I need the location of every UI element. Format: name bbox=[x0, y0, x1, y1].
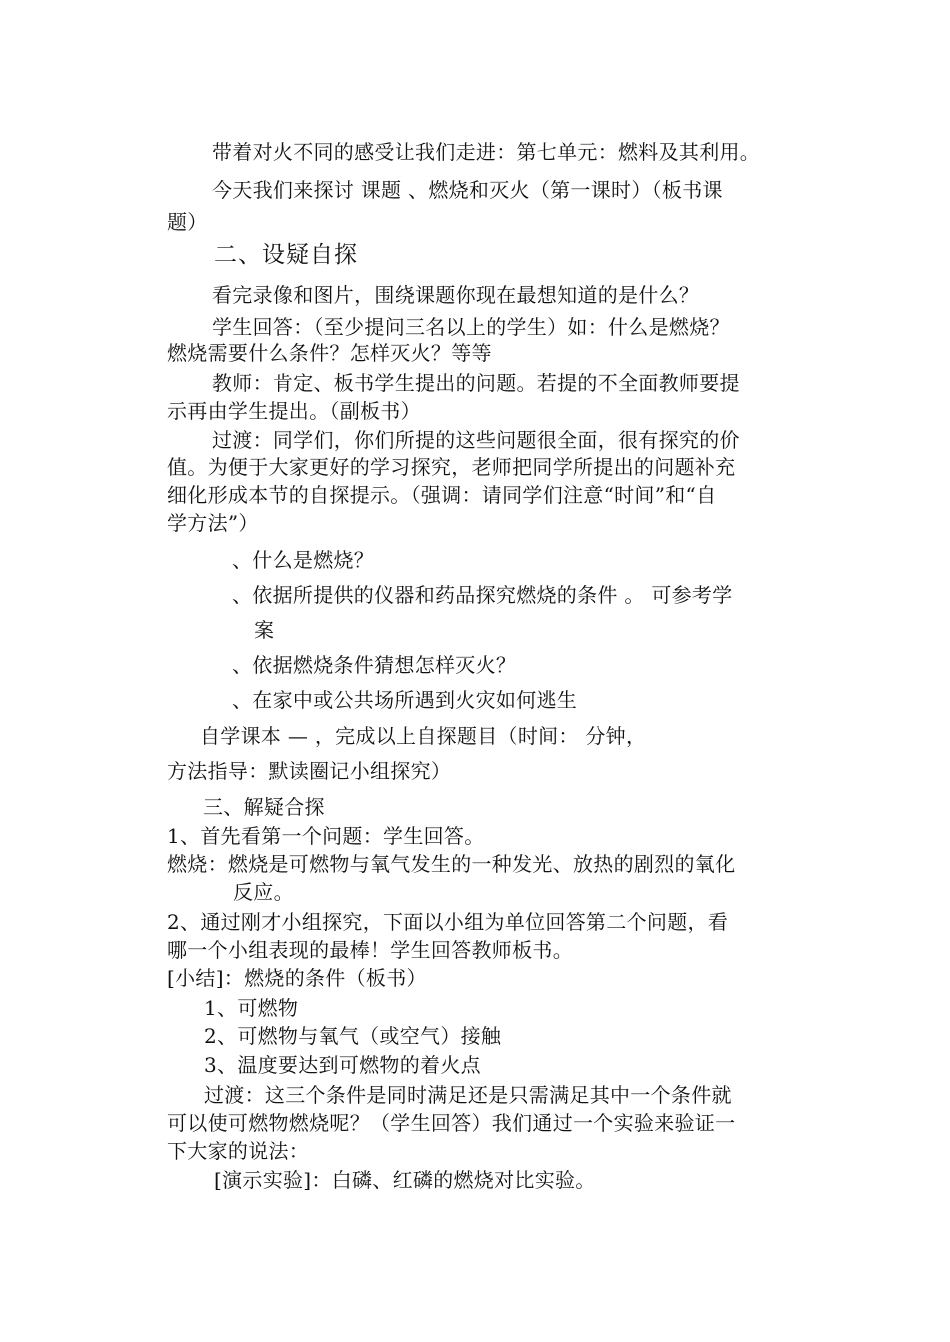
list-item: 1、可燃物 bbox=[204, 996, 299, 1020]
text-line: 自学课本 — ，完成以上自探题目（时间： 分钟， bbox=[200, 724, 647, 748]
section-heading: 三、解疑合探 bbox=[203, 795, 325, 819]
text-line: 学方法”） bbox=[167, 511, 259, 535]
text-line: 过渡：这三个条件是同时满足还是只需满足其中一个条件就 bbox=[204, 1083, 732, 1107]
text-line: 1、首先看第一个问题：学生回答。 bbox=[167, 824, 485, 848]
text-line: 可以使可燃物燃烧呢？（学生回答）我们通过一个实验来验证一 bbox=[167, 1111, 736, 1135]
list-item: 、依据所提供的仪器和药品探究燃烧的条件 。 可参考学 bbox=[232, 583, 733, 607]
section-heading: 二、设疑自探 bbox=[214, 242, 358, 268]
text-line: 2、通过刚才小组探究，下面以小组为单位回答第二个问题，看 bbox=[167, 910, 729, 934]
text-line: 燃烧需要什么条件？怎样灭火？等等 bbox=[167, 341, 492, 365]
text-line: 反应。 bbox=[233, 880, 294, 904]
text-line: 今天我们来探讨 课题 、燃烧和灭火（第一课时）（板书课 bbox=[212, 178, 723, 202]
text-line: 下大家的说法： bbox=[167, 1139, 310, 1163]
list-item: 、在家中或公共场所遇到火灾如何逃生 bbox=[232, 688, 578, 712]
text-line: 燃烧：燃烧是可燃物与氧气发生的一种发光、放热的剧烈的氧化 bbox=[167, 852, 736, 876]
text-line: 哪一个小组表现的最棒！学生回答教师板书。 bbox=[167, 938, 573, 962]
list-item: 2、可燃物与氧气（或空气）接触 bbox=[204, 1024, 502, 1048]
list-item: 、什么是燃烧？ bbox=[232, 548, 375, 572]
text-line: 案 bbox=[254, 618, 275, 642]
text-line: 示再由学生提出。（副板书） bbox=[167, 399, 421, 423]
text-line: [演示实验]：白磷、红磷的燃烧对比实验。 bbox=[214, 1168, 596, 1192]
text-line: 带着对火不同的感受让我们走进：第七单元：燃料及其利用。 bbox=[212, 140, 761, 164]
text-line: 学生回答：（至少提问三名以上的学生）如：什么是燃烧？ bbox=[212, 315, 730, 339]
text-line: 题） bbox=[167, 210, 208, 234]
list-item: 、依据燃烧条件猜想怎样灭火？ bbox=[232, 653, 517, 677]
text-line: 方法指导：默读圈记小组探究） bbox=[167, 759, 452, 783]
text-line: [小结]：燃烧的条件（板书） bbox=[167, 966, 427, 990]
text-line: 细化形成本节的自探提示。（强调：请同学们注意“时间”和“自 bbox=[167, 483, 717, 507]
text-line: 看完录像和图片，围绕课题你现在最想知道的是什么？ bbox=[212, 283, 700, 307]
text-line: 过渡：同学们，你们所提的这些问题很全面，很有探究的价 bbox=[212, 428, 740, 452]
text-line: 教师：肯定、板书学生提出的问题。若提的不全面教师要提 bbox=[212, 371, 740, 395]
text-line: 值。为便于大家更好的学习探究，老师把同学所提出的问题补充 bbox=[167, 455, 736, 479]
list-item: 3、温度要达到可燃物的着火点 bbox=[204, 1053, 481, 1077]
